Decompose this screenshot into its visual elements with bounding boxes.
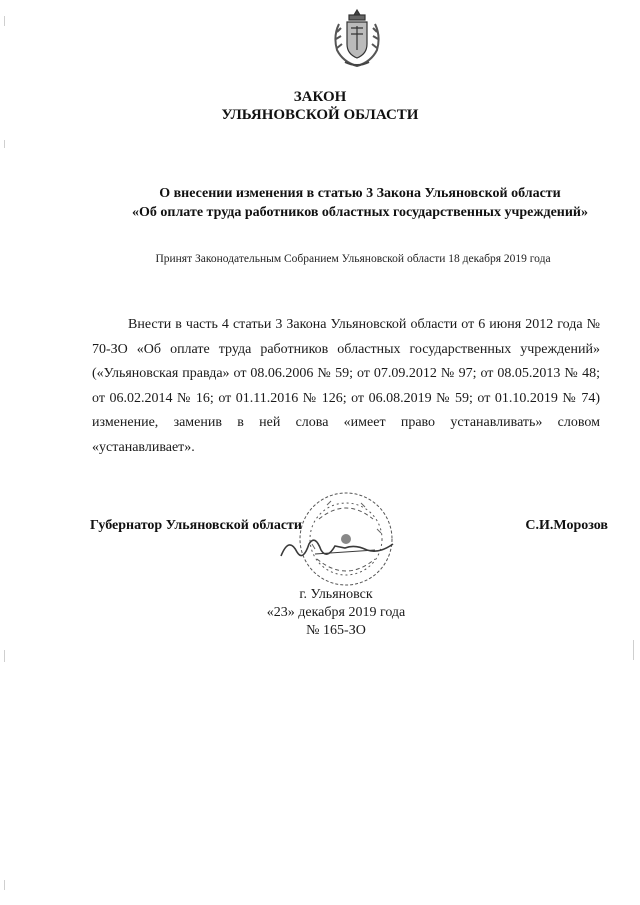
scan-edge-mark xyxy=(4,880,5,890)
coat-of-arms-icon xyxy=(327,6,387,70)
law-subject xyxy=(0,184,640,222)
law-title xyxy=(0,88,640,124)
law-title-line-2: УЛЬЯНОВСКОЙ ОБЛАСТИ xyxy=(221,107,419,123)
scan-edge-mark xyxy=(4,16,5,26)
law-subject-line-2: «Об оплате труда работников областных государственных учреждений» xyxy=(132,205,588,220)
scan-edge-mark xyxy=(4,140,5,148)
scan-edge-mark xyxy=(633,640,634,660)
law-number: № 165-ЗО xyxy=(306,623,366,638)
scan-edge-mark xyxy=(4,650,5,662)
signatory-name: С.И.Морозов xyxy=(525,518,608,533)
city: г. Ульяновск xyxy=(299,587,373,602)
adoption-note: Принят Законодательным Собранием Ульяновской области 18 декабря 2019 года xyxy=(155,253,551,265)
handwritten-signature xyxy=(275,530,400,570)
law-body-text: Внести в часть 4 статьи 3 Закона Ульяновской области от 6 июня 2012 года № 70-ЗО «Об оплате труда работников областных государственных учреждений» («Ульяновская правда» от 08.06.2006 № 59; от 07.09.2012 № 97; от 08.05.2013 № 48; от 06.02.2014 № 16; от 01.11.2016 № 126; от 06.08.2019 № 59; от 01.10.2019 № 74) изменение, заменив в ней слова «имеет право устанавливать» словом «устанавливает». xyxy=(92,317,600,455)
law-subject-line-1: О внесении изменения в статью 3 Закона Ульяновской области xyxy=(159,186,561,201)
signing-date: «23» декабря 2019 года xyxy=(266,605,406,620)
place-date-number xyxy=(0,586,640,640)
signatory-title: Губернатор Ульяновской области xyxy=(90,518,302,533)
law-title-line-1: ЗАКОН xyxy=(293,89,347,105)
